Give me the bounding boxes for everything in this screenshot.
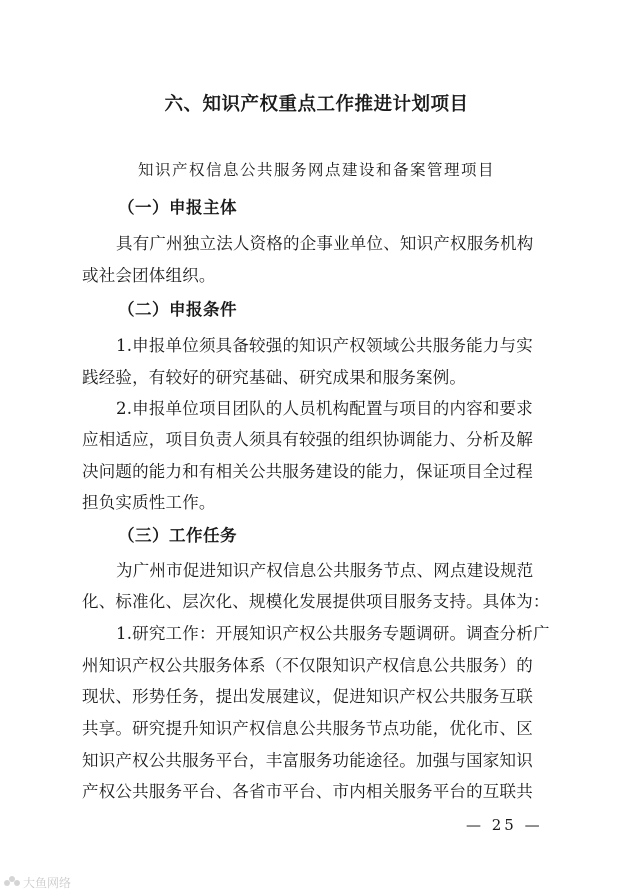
page-title: 六、知识产权重点工作推进计划项目 — [164, 94, 469, 115]
paragraph-line: 知识产权公共服务平台，丰富服务功能途径。加强与国家知识 — [82, 751, 533, 770]
paragraph-line: 践经验，有较好的研究基础、研究成果和服务案例。 — [82, 368, 467, 387]
paragraph-line: 州知识产权公共服务体系（不仅限知识产权信息公共服务）的 — [82, 656, 533, 675]
section-heading-tasks: （三）工作任务 — [118, 526, 237, 545]
watermark — [4, 874, 71, 891]
paragraph-line: 1.申报单位须具备较强的知识产权领域公共服务能力与实 — [116, 336, 533, 355]
paragraph-line: 1.研究工作：开展知识产权公共服务专题调研。调查分析广 — [116, 624, 550, 643]
paragraph-line: 化、标准化、层次化、规模化发展提供项目服务支持。具体为： — [82, 592, 550, 611]
paragraph-line: 2.申报单位项目团队的人员机构配置与项目的内容和要求 — [116, 399, 533, 418]
section-heading-applicant: （一）申报主体 — [118, 198, 237, 217]
project-name: 知识产权信息公共服务网点建设和备案管理项目 — [137, 161, 495, 179]
paragraph-line: 为广州市促进知识产权信息公共服务节点、网点建设规范 — [116, 561, 534, 580]
section-heading-conditions: （二）申报条件 — [118, 300, 237, 319]
paragraph-line: 或社会团体组织。 — [82, 266, 216, 285]
paragraph-line: 具有广州独立法人资格的企事业单位、知识产权服务机构 — [116, 234, 534, 253]
paragraph-line: 产权公共服务平台、各省市平台、市内相关服务平台的互联共 — [82, 782, 533, 801]
watermark-text: 大鱼网络 — [23, 876, 72, 890]
paragraph-line: 决问题的能力和有相关公共服务建设的能力，保证项目全过程 — [82, 462, 533, 481]
paragraph-line: 现状、形势任务，提出发展建议，促进知识产权公共服务互联 — [82, 687, 533, 706]
page-number: — 25 — — [466, 816, 543, 834]
paragraph-line: 应相适应，项目负责人须具有较强的组织协调能力、分析及解 — [82, 430, 533, 449]
watermark-logo-icon — [4, 876, 20, 890]
paragraph-line: 共享。研究提升知识产权信息公共服务节点功能，优化市、区 — [82, 719, 533, 738]
paragraph-line: 担负实质性工作。 — [82, 493, 216, 512]
